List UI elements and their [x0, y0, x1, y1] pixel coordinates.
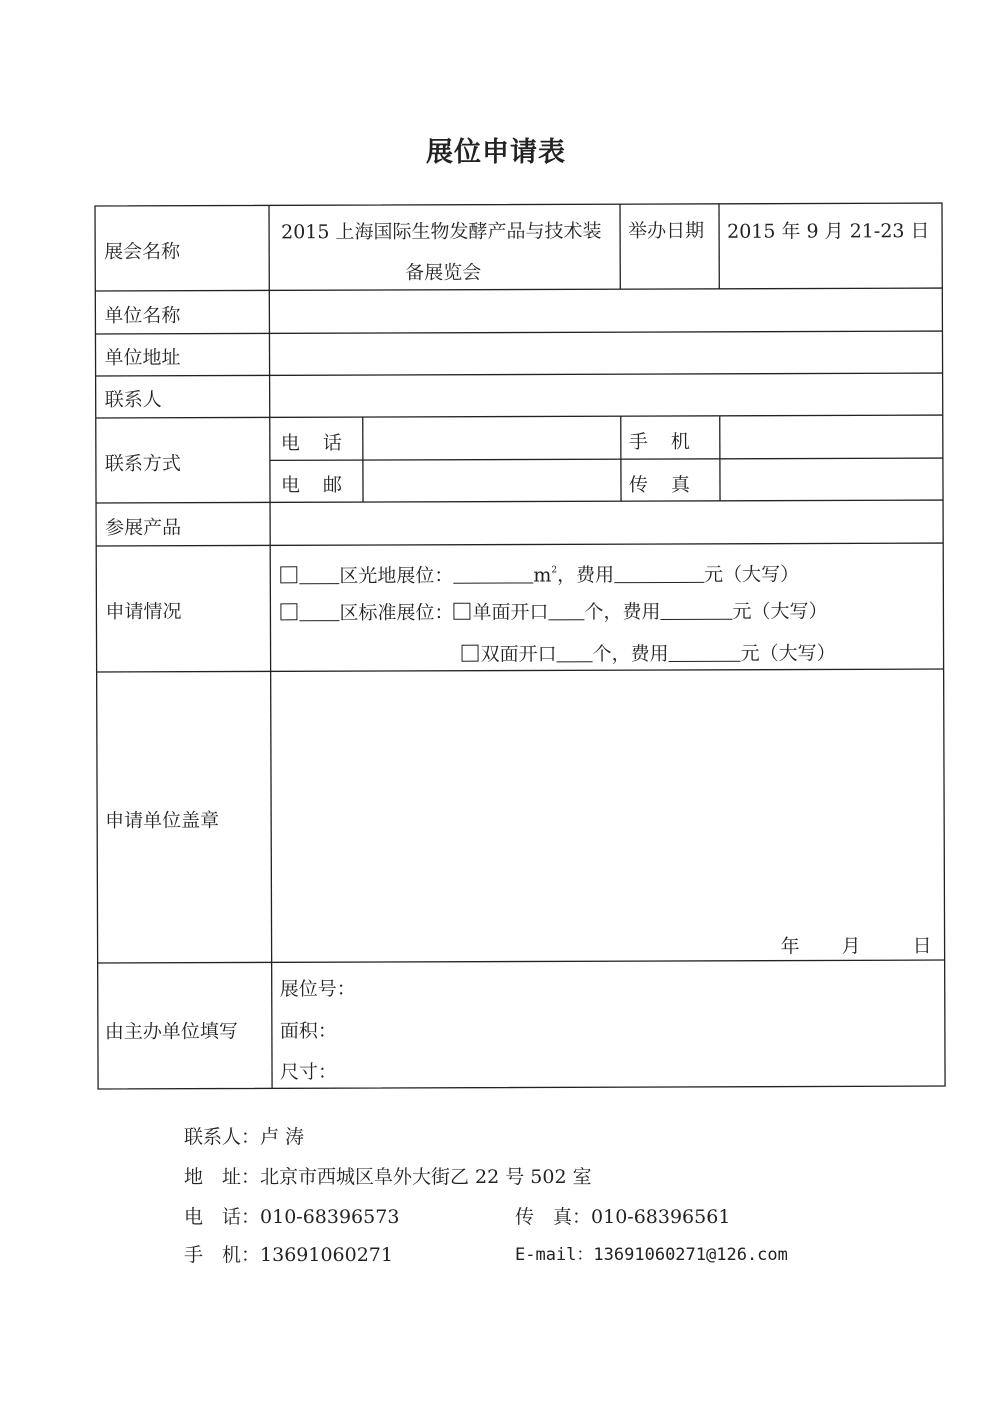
phone-label: 电 话 [280, 432, 344, 455]
contact-person-field[interactable] [273, 375, 941, 415]
exhibition-name-line2: 备展览会 [405, 261, 482, 284]
company-name-label: 单位名称 [104, 304, 181, 327]
footer-mobile [184, 1240, 393, 1267]
raw-space-area-blank[interactable] [453, 562, 533, 583]
single-open-text: 单面开口 [472, 601, 549, 624]
organizer-label: 由主办单位填写 [104, 1020, 238, 1043]
exhibition-name-label: 展会名称 [104, 240, 181, 263]
double-open-line [462, 640, 836, 666]
single-open-count-blank[interactable] [548, 599, 584, 620]
date-value: 2015 年 9 月 21-23 日 [727, 220, 930, 243]
footer-address-value: 北京市西城区阜外大街乙 22 号 502 室 [260, 1166, 592, 1188]
standard-zone-blank[interactable] [299, 600, 339, 621]
email-label: 电 邮 [280, 474, 345, 497]
double-open-count-blank[interactable] [557, 641, 593, 662]
size-label: 尺寸： [279, 1061, 338, 1084]
date-label: 举办日期 [628, 219, 705, 243]
phone-field[interactable] [366, 419, 618, 457]
seal-area[interactable] [274, 672, 943, 934]
double-open-checkbox[interactable] [462, 645, 479, 662]
double-open-fee-blank[interactable] [669, 641, 741, 662]
seal-month: 月 [841, 935, 861, 958]
seal-year: 年 [780, 935, 800, 958]
single-open-fee-label: ，费用 [603, 601, 661, 624]
double-open-yuan: 元（大写） [740, 642, 836, 665]
footer-address-label: 地 址： [184, 1166, 261, 1188]
double-open-fee-label: ，费用 [611, 642, 669, 666]
footer-email [515, 1240, 788, 1265]
products-field[interactable] [273, 502, 941, 542]
fax-label: 传 真 [628, 473, 693, 497]
company-name-field[interactable] [272, 291, 940, 331]
seal-day: 日 [912, 935, 932, 958]
footer-contact-value: 卢 涛 [260, 1126, 305, 1148]
fax-field[interactable] [723, 461, 941, 499]
exhibition-name-line1: 2015 上海国际生物发酵产品与技术装 [281, 220, 602, 244]
booth-no-label: 展位号： [279, 978, 356, 1001]
raw-space-yuan: 元（大写） [704, 563, 800, 586]
footer-contact [184, 1122, 304, 1149]
footer-mobile-value: 13691060271 [260, 1244, 393, 1266]
raw-space-zone-text: 区光地展位： [339, 564, 454, 588]
footer-phone [184, 1202, 399, 1229]
footer-contact-label: 联系人： [184, 1126, 261, 1148]
raw-space-fee-label: ，费用 [557, 564, 615, 587]
single-open-yuan: 元（大写） [732, 600, 828, 623]
mobile-label: 手 机 [628, 430, 692, 454]
contact-person-label: 联系人 [104, 388, 162, 411]
single-open-fee-blank[interactable] [660, 599, 732, 620]
footer-fax-label: 传 真： [515, 1206, 592, 1228]
footer-email-label: E-mail： [515, 1245, 594, 1265]
standard-space-line [280, 598, 827, 625]
seal-label: 申请单位盖章 [105, 809, 220, 832]
double-open-count-unit: 个 [592, 643, 612, 666]
single-open-count-unit: 个 [584, 601, 604, 624]
footer-phone-value: 010-68396573 [260, 1206, 400, 1228]
footer-mobile-label: 手 机： [184, 1244, 261, 1266]
raw-space-fee-blank[interactable] [614, 562, 704, 583]
footer-fax [515, 1202, 730, 1229]
form-title: 展位申请表 [426, 137, 566, 168]
company-address-label: 单位地址 [104, 346, 181, 369]
footer-email-value[interactable]: 13691060271@126.com [593, 1245, 788, 1265]
footer-address [184, 1162, 592, 1189]
application-form-table [94, 202, 946, 1090]
company-address-field[interactable] [272, 333, 940, 373]
application-label: 申请情况 [105, 600, 182, 623]
area-label: 面积： [279, 1020, 337, 1043]
raw-space-zone-blank[interactable] [299, 563, 339, 584]
standard-zone-text: 区标准展位： [339, 601, 454, 625]
single-open-checkbox[interactable] [453, 603, 470, 620]
unit-m2-superscript: 2 [551, 565, 558, 576]
raw-space-checkbox[interactable] [280, 566, 297, 583]
products-label: 参展产品 [105, 516, 182, 539]
mobile-field[interactable] [723, 418, 941, 456]
footer-fax-value: 010-68396561 [591, 1206, 731, 1228]
standard-space-checkbox[interactable] [280, 603, 297, 620]
double-open-text: 双面开口 [480, 643, 557, 666]
email-field[interactable] [366, 462, 618, 500]
raw-space-line [280, 558, 799, 589]
footer-phone-label: 电 话： [184, 1206, 261, 1228]
contact-method-label: 联系方式 [104, 452, 181, 475]
unit-m2: m [533, 564, 552, 587]
